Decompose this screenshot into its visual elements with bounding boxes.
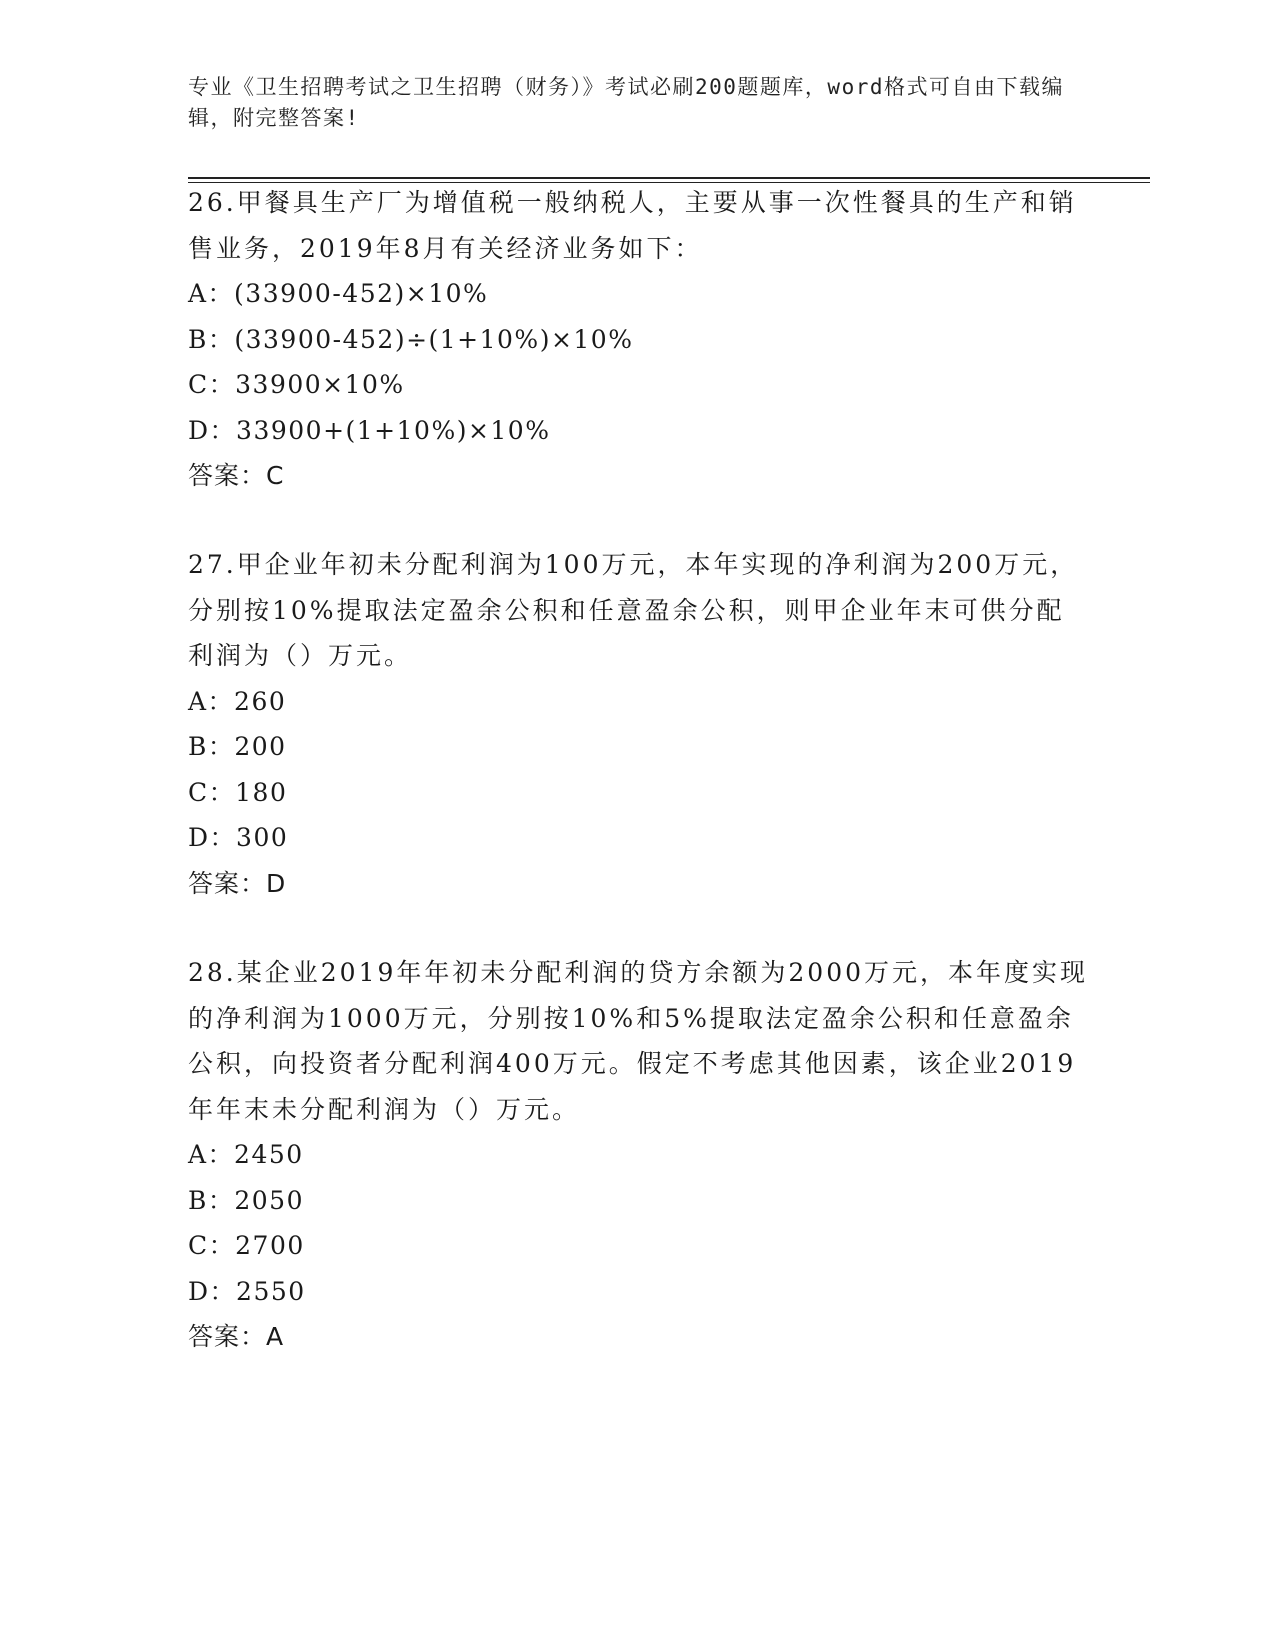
- answer-label: 答案：A: [188, 1322, 285, 1351]
- question-stem: 27.甲企业年初未分配利润为100万元，本年实现的净利润为200万元，分别按10%提取法定盈余公积和任意盈余公积，则甲企业年末可供分配利润为（）万元。: [188, 550, 1079, 670]
- answer-label: 答案：C: [188, 461, 285, 490]
- question-27: [188, 542, 1088, 906]
- option-b: B：(33900-452)÷(1+10%)×10%: [188, 324, 634, 354]
- option-c: C：180: [188, 777, 288, 807]
- question-26: [188, 180, 1088, 499]
- document-header: 专业《卫生招聘考试之卫生招聘（财务）》考试必刷200题题库，word格式可自由下载编辑，附完整答案!: [188, 75, 1064, 130]
- option-a: A：2450: [188, 1140, 304, 1169]
- option-b: B：200: [188, 732, 287, 761]
- option-c: C：33900×10%: [188, 370, 405, 399]
- option-a: A：(33900-452)×10%: [188, 279, 489, 308]
- option-c: C：2700: [188, 1231, 305, 1260]
- question-28: [188, 950, 1088, 1360]
- option-d: D：33900+(1+10%)×10%: [188, 415, 551, 445]
- option-a: A：260: [188, 686, 287, 716]
- question-stem: 26.甲餐具生产厂为增值税一般纳税人，主要从事一次性餐具的生产和销售业务，2019年8月有关经济业务如下：: [188, 188, 1077, 263]
- question-stem: 28.某企业2019年年初未分配利润的贷方余额为2000万元，本年度实现的净利润为1000万元，分别按10%和5%提取法定盈余公积和任意盈余公积，向投资者分配利润400万元。假定不考虑其他因素，该企业2019年年末未分配利润为（）万元。: [188, 958, 1089, 1124]
- header-divider-thick: [188, 177, 1150, 179]
- answer-label: 答案：D: [188, 868, 287, 898]
- option-b: B：2050: [188, 1185, 304, 1215]
- option-d: D：2550: [188, 1276, 306, 1306]
- option-d: D：300: [188, 823, 289, 852]
